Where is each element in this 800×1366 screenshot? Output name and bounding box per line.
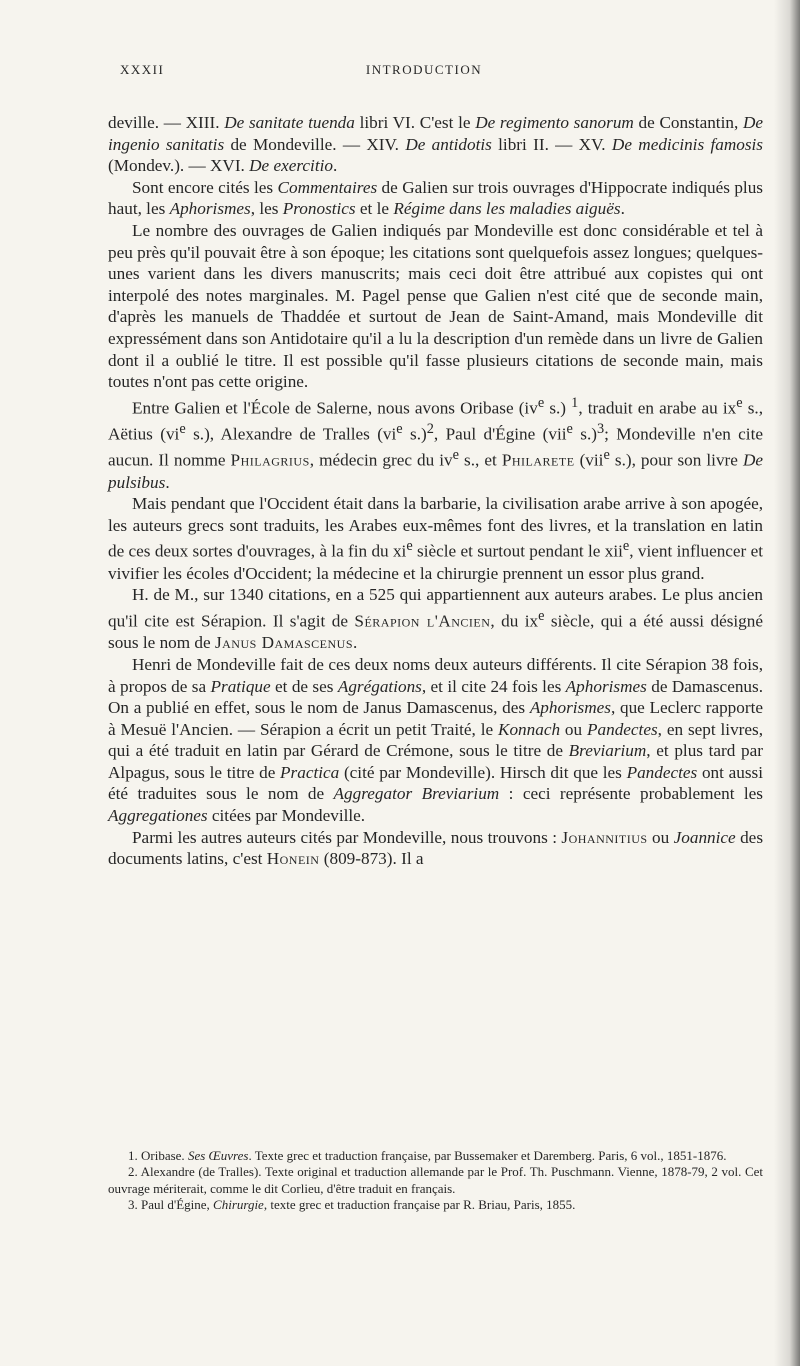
- paragraph-5: Mais pendant que l'Occident était dans la barbarie, la civilisation arabe arrive à son apogée, les auteurs grecs sont traduits, les Arabes eux-mêmes font des livres, et la translation en latin de ces deux sortes d'ouvrages, à la fin du $xi^e$ siècle et surtout pendant le xii$^e$, vient influencer et vivifier les écoles d'Occident; la médecine et la chirurgie prennent un essor plus grand.: [108, 494, 764, 583]
- paragraph-3: Le nombre des ouvrages de Galien indiqués par Mondeville est donc considérable et tel à peu près qu'il pouvait être à son époque; les citations sont quelquefois assez longues; quelques-unes varient dans les divers manuscrits; mais ceci doit être attribué aux copistes qui ont interpolé des notes marginales. M. Pagel pense que Galien n'est cité que de seconde main, d'après les manuels de Thaddée et surtout de Jean de Saint-Amand, mais Mondeville dit expressément dans son Antidotaire qu'il a lu la description d'un remède dans un livre de Galien dont il a oublié le titre. Il est possible qu'il fasse plusieurs citations de seconde main, mais toutes n'ont pas cette origine.: [108, 220, 763, 392]
- paragraph-7: Henri de Mondeville fait de ces deux noms deux auteurs différents. Il cite Sérapion 38 fois, à propos de sa Pratique et de ses Agrégations, et il cite 24 fois les Aphorismes de Damascenus. On a publié en effet, sous le nom de Janus Damascenus, des Aphorismes, que Leclerc rapporte à Mesuë l'Ancien. — Sérapion a écrit un petit Traité, le Konnach ou Pandectes, en sept livres, qui a été traduit en latin par Gérard de Crémone, sous le titre de Breviarium, et plus tard par Alpagus, sous le titre de Practica (cité par Mondeville). Hirsch dit que les Pandectes ont aussi été traduites sous le nom de Aggregator Breviarium : ceci représente probablement les Aggregationes citées par Mondeville.: [108, 654, 764, 826]
- paragraph-6: H. de M., sur 1340 citations, en a 525 qui appartiennent aux auteurs arabes. Le plus ancien qu'il cite est Sérapion. Il s'agit de Sérapion l'Ancien, du $ix^e$ siècle, qui a été aussi désigné sous le nom de Janus Damascenus.: [108, 585, 763, 653]
- footnote-3: 3. Paul d'Égine, Chirurgie, texte grec et traduction française par R. Briau, Paris, 1855.: [128, 1196, 576, 1212]
- page-edge-shadow: [774, 0, 800, 1366]
- paragraph-2: Sont encore cités les Commentaires de Galien sur trois ouvrages d'Hippocrate indiqués plus haut, les Aphorismes, les Pronostics et le Régime dans les maladies aiguës.: [108, 177, 763, 219]
- footnote-ref-1[interactable]: 1: [571, 394, 579, 411]
- footnote-2: 2. Alexandre (de Tralles). Texte original et traduction allemande par le Prof. Th. Puschmann. Vienne, 1878-79, 2 vol. Cet ouvrage mériterait, comme le dit Corlieu, d'être traduit en français.: [108, 1164, 763, 1196]
- running-head: [108, 62, 740, 82]
- footnote-ref-2[interactable]: 2: [426, 421, 434, 438]
- page-number: XXXII: [120, 62, 165, 77]
- footnote-ref-3[interactable]: 3: [596, 421, 605, 438]
- footnotes: [108, 1148, 763, 1213]
- paragraph-1: deville. — XIII. De sanitate tuenda libri VI. C'est le De regimento sanorum de Constantin, De ingenio sanitatis de Mondeville. — XIV. De antidotis libri II. — XV. De medicinis famosis (Mondev.). — XVI. De exercitio.: [108, 113, 763, 176]
- footnote-1: 1. Oribase. Ses Œuvres. Texte grec et traduction française, par Bussemaker et Daremberg. Paris, 6 vol., 1851-1876.: [128, 1148, 727, 1163]
- running-title: INTRODUCTION: [365, 62, 483, 77]
- paragraph-8: Parmi les autres auteurs cités par Mondeville, nous trouvons : Johannitius ou Joannice des documents latins, c'est Honein (809-873). Il a: [108, 827, 764, 869]
- paragraph-4: Entre Galien et l'École de Salerne, nous avons Oribase ($iv^e$ s.) $^1$, traduit en arabe au $ix^e$ s., Aëtius ($vi^e$ s.), Alexandre de Tralles ($vi^e$ s.)$^2$, Paul d'Égine (vii$^e$ s.)$^3$; Mondeville n'en cite aucun. Il nomme Philagrius, médecin grec du $iv^e$ s., et Philarete (vii$^e$ s.), pour son livre De pulsibus.: [108, 394, 763, 492]
- body-text: [108, 112, 763, 870]
